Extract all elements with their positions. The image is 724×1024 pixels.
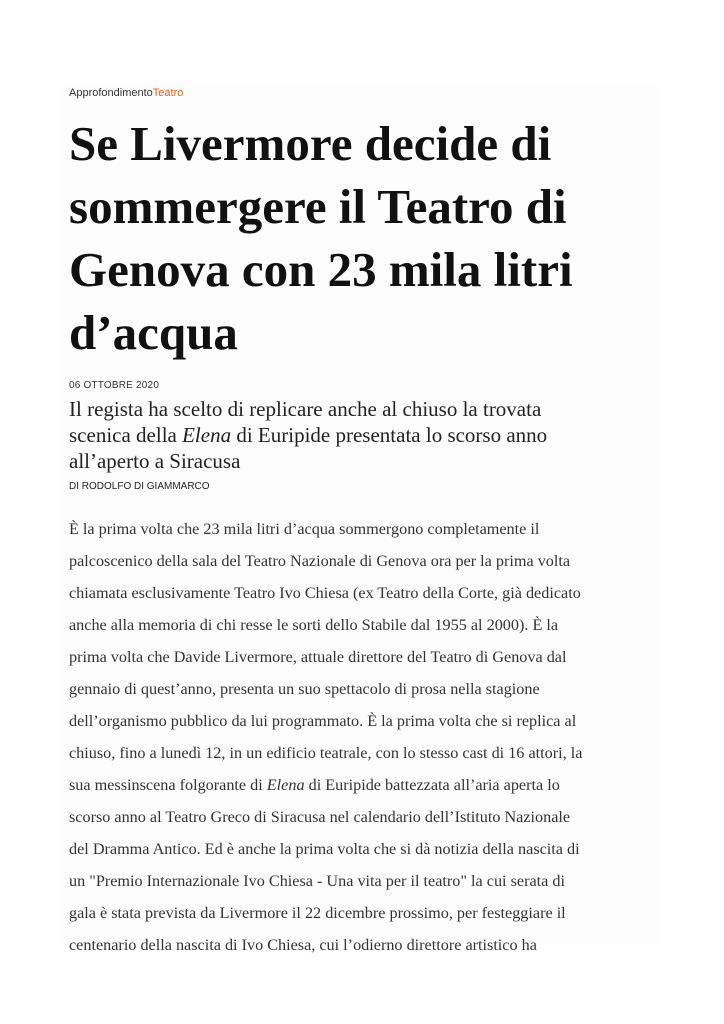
author-byline: DI RODOLFO DI GIAMMARCO [69, 481, 210, 492]
subtitle-emphasis: Elena [182, 423, 232, 447]
article-subtitle [69, 396, 659, 474]
body-line: dell’organismo pubblico da lui programmato. È la prima volta che si replica al [69, 712, 577, 730]
body-line: palcoscenico della sala del Teatro Nazionale di Genova ora per la prima volta [69, 552, 571, 570]
body-line: gala è stata prevista da Livermore il 22 dicembre prossimo, per festeggiare il [69, 904, 566, 922]
section-label: Approfondimento [69, 87, 153, 99]
title-line: Genova con 23 mila litri [69, 242, 573, 297]
section-tag-link[interactable]: Teatro [152, 87, 184, 99]
body-line: un "Premio Internazionale Ivo Chiesa - Una vita per il teatro" la cui serata di [69, 872, 565, 890]
body-line: centenario della nascita di Ivo Chiesa, cui l’odierno direttore artistico ha [69, 936, 537, 954]
publication-date: 06 OTTOBRE 2020 [69, 380, 160, 391]
body-text: di Euripide battezzata all’aria aperta lo [304, 776, 560, 794]
body-line: È la prima volta che 23 mila litri d’acqua sommergono completamente il [69, 520, 540, 538]
subtitle-line: all’aperto a Siracusa [69, 449, 241, 473]
body-line [69, 769, 659, 801]
body-emphasis: Elena [266, 776, 305, 794]
body-line: del Dramma Antico. Ed è anche la prima volta che si dà notizia della nascita di [69, 840, 580, 858]
body-text: sua messinscena folgorante di [69, 776, 267, 794]
title-line: sommergere il Teatro di [69, 179, 567, 234]
title-line: Se Livermore decide di [69, 116, 552, 171]
article-title [69, 112, 659, 364]
body-line: scorso anno al Teatro Greco di Siracusa nel calendario dell’Istituto Nazionale [69, 808, 571, 826]
kicker [69, 87, 183, 99]
body-line: chiuso, fino a lunedì 12, in un edificio teatrale, con lo stesso cast di 16 attori, la [69, 744, 583, 762]
body-line: chiamata esclusivamente Teatro Ivo Chiesa (ex Teatro della Corte, già dedicato [69, 584, 581, 602]
article-body [69, 513, 659, 961]
title-line: d’acqua [69, 305, 238, 360]
subtitle-text: di Euripide presentata lo scorso anno [231, 423, 548, 447]
subtitle-line: Il regista ha scelto di replicare anche al chiuso la trovata [69, 397, 542, 421]
body-line: prima volta che Davide Livermore, attuale direttore del Teatro di Genova dal [69, 648, 567, 666]
subtitle-text: scenica della [69, 423, 183, 447]
body-line: gennaio di quest’anno, presenta un suo spettacolo di prosa nella stagione [69, 680, 540, 698]
body-line: anche alla memoria di chi resse le sorti dello Stabile dal 1955 al 2000). È la [69, 616, 559, 634]
